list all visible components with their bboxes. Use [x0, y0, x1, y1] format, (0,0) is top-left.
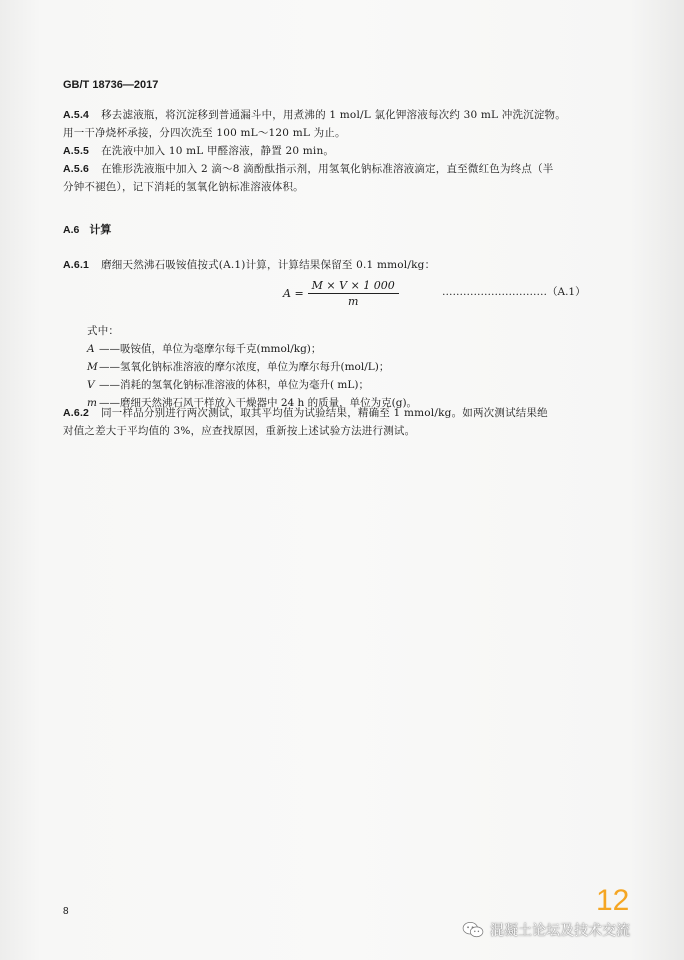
- clause-a61: [63, 256, 623, 274]
- section-number: A.6: [63, 224, 80, 236]
- clause-text: 磨细天然沸石吸铵值按式(A.1)计算，计算结果保留至 0.1 mmol/kg：: [101, 259, 436, 271]
- clause-number: A.5.4: [63, 109, 90, 121]
- clause-number: A.5.5: [63, 145, 90, 157]
- formula-numerator: M × V × 1 000: [308, 279, 399, 294]
- clause-text-continued: 用一干净烧杯承接，分四次洗至 100 mL～120 mL 为止。: [63, 127, 346, 139]
- wechat-icon: [462, 921, 484, 939]
- clause-text: 移去滤液瓶，将沉淀移到普通漏斗中，用煮沸的 1 mol/L 氯化钾溶液每次约 30 mL 冲洗沉淀物。: [101, 109, 566, 121]
- clause-a56: [63, 160, 623, 196]
- clause-a55: [63, 142, 623, 160]
- definition-row: [87, 358, 417, 376]
- definition-symbol: M: [87, 361, 98, 373]
- clause-text: 在洗液中加入 10 mL 甲醛溶液，静置 20 min。: [101, 145, 335, 157]
- clause-text: 在锥形洗液瓶中加入 2 滴～8 滴酚酞指示剂，用氢氧化钠标准溶液滴定，直至微红色为终点（半: [101, 163, 554, 175]
- formula-lhs: A =: [283, 287, 304, 300]
- formula-fraction: [308, 279, 399, 308]
- definition-symbol: V: [87, 379, 95, 391]
- clause-text-continued: 分钟不褪色），记下消耗的氢氧化钠标准溶液体积。: [63, 181, 304, 193]
- clause-number: A.6.2: [63, 407, 90, 419]
- definition-text: ——吸铵值，单位为毫摩尔每千克(mmol/kg)；: [99, 343, 322, 355]
- watermark-text: 混凝土论坛及技术交流: [490, 922, 630, 938]
- section-heading-a6: [63, 221, 111, 237]
- clause-number: A.5.6: [63, 163, 90, 175]
- clause-text-continued: 对值之差大于平均值的 3%，应查找原因，重新按上述试验方法进行测试。: [63, 425, 416, 437]
- standard-header: GB/T 18736—2017: [63, 79, 159, 91]
- page-number: 8: [63, 906, 69, 917]
- definition-symbol: A: [87, 343, 95, 355]
- formula-a1: [283, 279, 399, 308]
- equation-label: …………………………（A.1）: [442, 286, 586, 298]
- where-label: 式中：: [87, 325, 120, 337]
- clause-a62: [63, 404, 623, 440]
- definition-text: ——磨细天然沸石风干样放入干燥器中 24 h 的质量，单位为克(g)。: [99, 397, 418, 409]
- definition-text: ——氢氧化钠标准溶液的摩尔浓度，单位为摩尔每升(mol/L)；: [99, 361, 390, 373]
- variable-definitions: [87, 340, 417, 412]
- clause-number: A.6.1: [63, 259, 90, 271]
- clause-text: 同一样品分别进行两次测试，取其平均值为试验结果，精确至 1 mmol/kg。如两次测试结果绝: [101, 407, 548, 419]
- watermark: [462, 920, 630, 940]
- definition-symbol: m: [87, 397, 97, 409]
- formula-denominator: m: [348, 295, 359, 308]
- page-badge: 12: [596, 884, 630, 917]
- definition-row: [87, 376, 417, 394]
- clause-a54: [63, 106, 623, 142]
- definition-text: ——消耗的氢氧化钠标准溶液的体积，单位为毫升( mL)；: [99, 379, 369, 391]
- section-title: 计算: [89, 223, 112, 236]
- definition-row: [87, 340, 417, 358]
